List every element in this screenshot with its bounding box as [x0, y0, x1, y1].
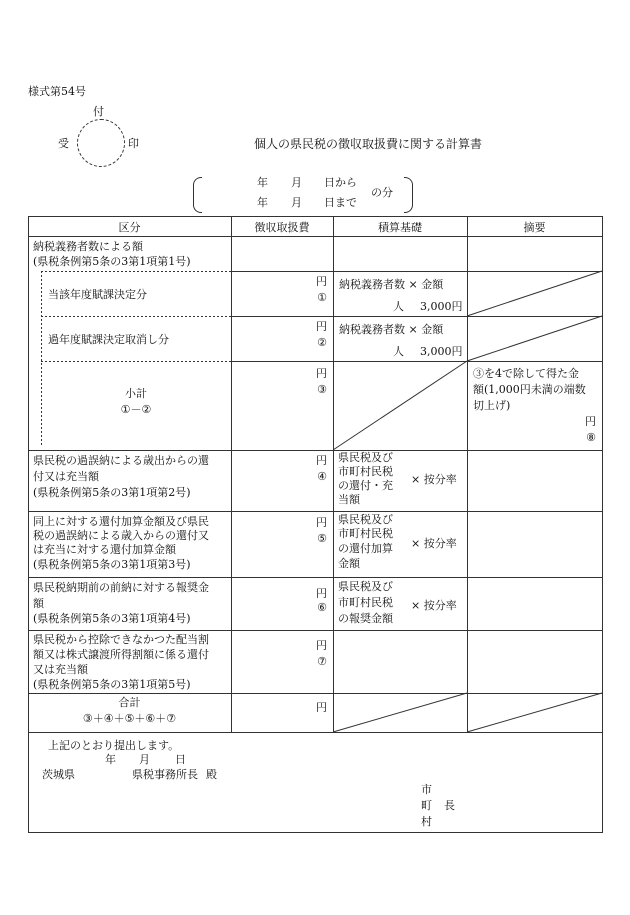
footer-statement: 上記のとおり提出します。	[48, 739, 180, 752]
row6-basis-line3: の報奨金額	[338, 612, 393, 625]
row5-basis-line1: 県民税及び	[338, 513, 393, 526]
subtotal-formula: ①－②	[120, 403, 152, 416]
footer-addressee-title: 殿	[206, 768, 217, 781]
row4-number: ④	[317, 470, 327, 483]
row5-yen: 円	[316, 516, 327, 529]
header-category: 区分	[118, 221, 141, 234]
row6-yen: 円	[316, 587, 327, 600]
row5-basis-line4: 金額	[338, 557, 360, 570]
footer-date-day: 日	[175, 753, 186, 766]
row2-basis-unit: 人	[393, 345, 404, 358]
section-title-line1: 納税義務者数による額	[33, 240, 143, 253]
row6-number: ⑥	[317, 601, 327, 614]
footer-addressee-office: 県税事務所長	[132, 768, 198, 781]
row1-yen: 円	[316, 275, 327, 288]
period-to-year: 年	[257, 196, 268, 209]
seal-label-left: 受	[58, 137, 69, 150]
row7-label-line4: (県税条例第5条の3第1項第5号)	[33, 678, 191, 691]
row5-label-line1: 同上に対する還付加算金額及び県民	[33, 515, 209, 528]
seal-label-top: 付	[93, 105, 104, 118]
row6-basis-line2: 市町村民税	[338, 596, 393, 609]
seal-label-right: 印	[128, 137, 139, 150]
row5-label-line4: (県税条例第5条の3第1項第3号)	[33, 558, 191, 571]
period-from-day: 日から	[324, 176, 357, 189]
row7-number: ⑦	[317, 655, 327, 668]
row7-label-line2: 額又は株式譲渡所得割額に係る還付	[33, 648, 209, 661]
row6-label-line3: (県税条例第5条の3第1項第4号)	[33, 612, 191, 625]
row2-number: ②	[317, 336, 327, 349]
row7-yen: 円	[316, 639, 327, 652]
row4-label-line3: (県税条例第5条の3第1項第2号)	[33, 486, 191, 499]
row7-label-line3: 又は充当額	[33, 663, 88, 676]
row4-basis-line3: の還付・充	[338, 479, 393, 492]
total-formula: ③＋④＋⑤＋⑥＋⑦	[82, 712, 177, 725]
row1-basis-amount: 3,000円	[420, 300, 463, 313]
subtotal-yen: 円	[316, 367, 327, 380]
row4-label-line1: 県民税の過誤納による歳出からの還	[33, 454, 209, 467]
row2-label: 過年度賦課決定取消し分	[48, 333, 169, 346]
period-to-month: 月	[291, 196, 302, 209]
period-from-month: 月	[291, 176, 302, 189]
row5-basis-line2: 市町村民税	[338, 527, 393, 540]
row5-rate: × 按分率	[411, 537, 457, 550]
row1-label: 当該年度賦課決定分	[48, 288, 147, 301]
row6-label-line2: 額	[33, 597, 44, 610]
row1-basis-unit: 人	[393, 300, 404, 313]
header-remarks: 摘要	[523, 221, 546, 234]
footer-signer-title: 長	[444, 799, 455, 812]
row5-basis-line3: の還付加算	[338, 542, 393, 555]
row4-basis-line2: 市町村民税	[338, 465, 393, 478]
subtotal-note-line3: 切上げ)	[473, 399, 511, 412]
row5-label-line2: 税の過誤納による歳入からの還付又	[33, 529, 209, 542]
footer-date-month: 月	[139, 753, 150, 766]
header-basis: 積算基礎	[378, 221, 422, 234]
subtotal-note-line2: 額(1,000円未満の端数	[473, 383, 586, 396]
footer-signer-cho: 町	[421, 799, 432, 812]
row2-basis-amount: 3,000円	[420, 345, 463, 358]
row4-basis-line4: 当額	[338, 493, 360, 506]
footer-signer-son: 村	[421, 815, 432, 828]
form-number: 様式第54号	[28, 85, 86, 98]
header-fee: 徴収取扱費	[254, 221, 310, 234]
subtotal-note-number: ⑧	[586, 431, 596, 444]
footer-signer-shi: 市	[421, 783, 432, 796]
total-yen: 円	[316, 701, 327, 714]
row5-label-line3: は充当に対する還付加算金額	[33, 543, 176, 556]
period-from-year: 年	[257, 176, 268, 189]
row6-label-line1: 県民税納期前の前納に対する報奨金	[33, 581, 209, 594]
row2-basis: 納税義務者数 × 金額	[339, 323, 444, 336]
row6-rate: × 按分率	[411, 599, 457, 612]
row7-label-line1: 県民税から控除できなかつた配当割	[33, 633, 209, 646]
subtotal-number: ③	[317, 383, 327, 396]
row1-basis: 納税義務者数 × 金額	[339, 278, 444, 291]
row1-number: ①	[317, 291, 327, 304]
row4-rate: × 按分率	[411, 473, 457, 486]
footer-addressee-pref: 茨城県	[42, 768, 75, 781]
period-suffix: の分	[371, 186, 393, 199]
document-title: 個人の県民税の徴収取扱費に関する計算書	[254, 137, 483, 151]
subtotal-note-line1: ③を4で除して得た金	[473, 367, 579, 380]
row2-yen: 円	[316, 320, 327, 333]
subtotal-note-yen: 円	[585, 415, 596, 428]
section-title-line2: (県税条例第5条の3第1項第1号)	[33, 255, 191, 268]
row4-label-line2: 付又は充当額	[33, 470, 99, 483]
row4-yen: 円	[316, 454, 327, 467]
footer-date-year: 年	[105, 753, 116, 766]
row5-number: ⑤	[317, 532, 327, 545]
row6-basis-line1: 県民税及び	[338, 580, 393, 593]
total-label: 合計	[118, 696, 141, 709]
period-to-day: 日まで	[324, 196, 357, 209]
subtotal-label: 小計	[125, 387, 147, 400]
row4-basis-line1: 県民税及び	[338, 451, 393, 464]
